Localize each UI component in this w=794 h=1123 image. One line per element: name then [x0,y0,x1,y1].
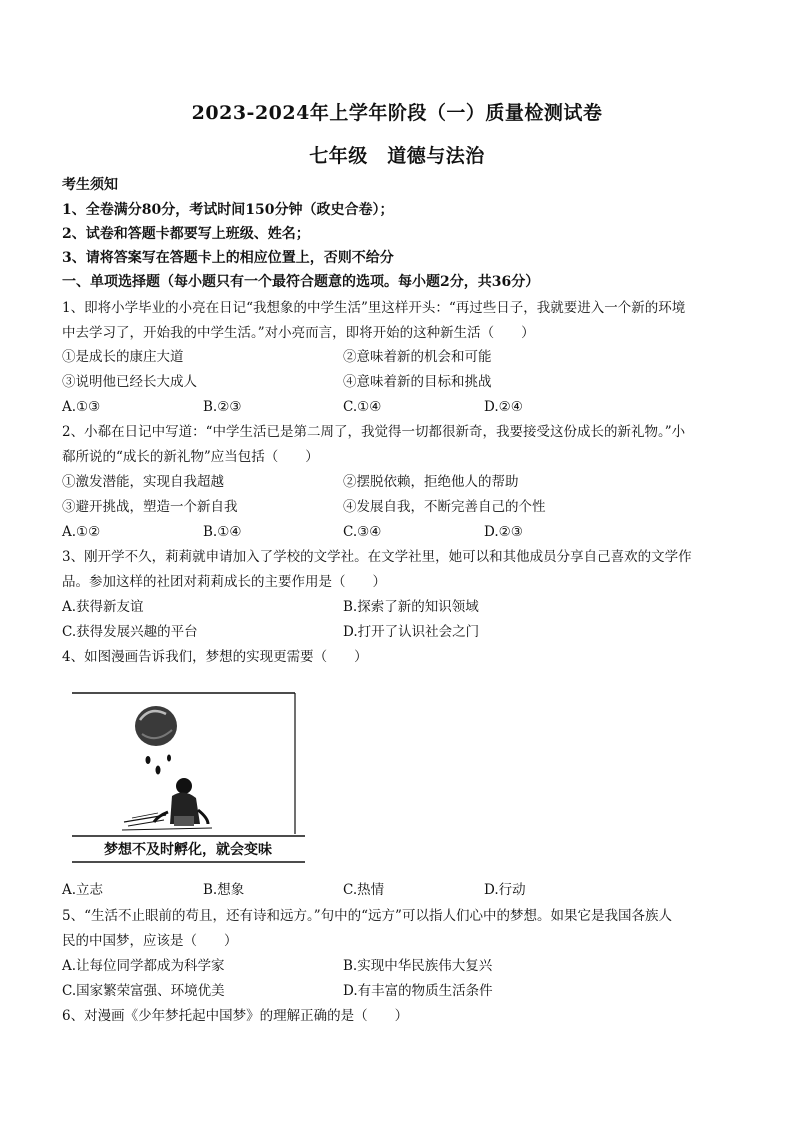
q2-statement-4: ④发展自我，不断完善自己的个性 [343,499,546,515]
q2-option-c: C.③④ [343,524,382,540]
q3-stem-line-2: 品。参加这样的社团对莉莉成长的主要作用是（ ） [62,574,386,590]
q4-option-b: B.想象 [203,882,245,898]
notice-item-1: 1、全卷满分80分，考试时间150分钟（政史合卷）； [62,202,394,218]
q2-statement-2: ②摆脱依赖，拒绝他人的帮助 [343,474,519,490]
q6-stem: 6、对漫画《少年梦托起中国梦》的理解正确的是（ ） [62,1008,409,1024]
dream-cartoon [62,684,308,870]
q2-stem-line-2: 郗所说的“成长的新礼物”应当包括（ ） [62,449,319,465]
q3-option-b: B.探索了新的知识领域 [343,599,479,615]
q5-stem-line-1: 5、“生活不止眼前的苟且，还有诗和远方。”句中的“远方”可以指人们心中的梦想。如果它是我国各族人 [62,908,672,924]
notice-item-3: 3、请将答案写在答题卡上的相应位置上，否则不给分 [62,250,394,266]
q1-statement-1: ①是成长的康庄大道 [62,349,184,365]
q1-option-c: C.①④ [343,399,382,415]
q5-option-c: C.国家繁荣富强、环境优美 [62,983,225,999]
q1-option-a: A.①③ [62,399,101,415]
q3-option-c: C.获得发展兴趣的平台 [62,624,198,640]
q1-option-d: D.②④ [484,399,523,415]
q4-option-d: D.行动 [484,882,526,898]
q5-option-b: B.实现中华民族伟大复兴 [343,958,493,974]
q1-option-b: B.②③ [203,399,242,415]
q1-stem-line-2: 中去学习了，开始我的中学生活。”对小亮而言，即将开始的这种新生活（ ） [62,325,535,341]
q2-option-a: A.①② [62,524,101,540]
q3-stem-line-1: 3、刚开学不久，莉莉就申请加入了学校的文学社。在文学社里，她可以和其他成员分享自己喜欢的文学作 [62,549,692,565]
q5-option-d: D.有丰富的物质生活条件 [343,983,493,999]
q4-stem: 4、如图漫画告诉我们，梦想的实现更需要（ ） [62,649,368,665]
exam-title: 2023-2024年上学年阶段（一）质量检测试卷 [191,102,603,124]
section-heading: 一、单项选择题（每小题只有一个最符合题意的选项。每小题2分，共36分） [62,274,540,290]
q4-option-c: C.热情 [343,882,385,898]
q2-statement-1: ①激发潜能，实现自我超越 [62,474,224,490]
q1-stem-line-1: 1、即将小学毕业的小亮在日记“我想象的中学生活”里这样开头：“再过些日子，我就要进入一个新的环境 [62,300,686,316]
notice-item-2: 2、试卷和答题卡都要写上班级、姓名； [62,226,310,242]
notice-heading: 考生须知 [62,177,118,193]
q3-option-a: A.获得新友谊 [62,599,144,615]
exam-subject: 七年级 道德与法治 [309,145,485,167]
q2-statement-3: ③避开挑战，塑造一个新自我 [62,499,238,515]
cartoon-caption: 梦想不及时孵化，就会变味 [104,842,272,858]
q3-option-d: D.打开了认识社会之门 [343,624,480,640]
q4-option-a: A.立志 [62,882,104,898]
q2-stem-line-1: 2、小郗在日记中写道：“中学生活已是第二周了，我觉得一切都很新奇，我要接受这份成长的新礼物。”小 [62,424,686,440]
q1-statement-2: ②意味着新的机会和可能 [343,349,492,365]
q5-stem-line-2: 民的中国梦，应该是（ ） [62,933,238,949]
q5-option-a: A.让每位同学都成为科学家 [62,958,225,974]
q1-statement-3: ③说明他已经长大成人 [62,374,197,390]
q2-option-d: D.②③ [484,524,523,540]
q1-statement-4: ④意味着新的目标和挑战 [343,374,492,390]
q2-option-b: B.①④ [203,524,242,540]
